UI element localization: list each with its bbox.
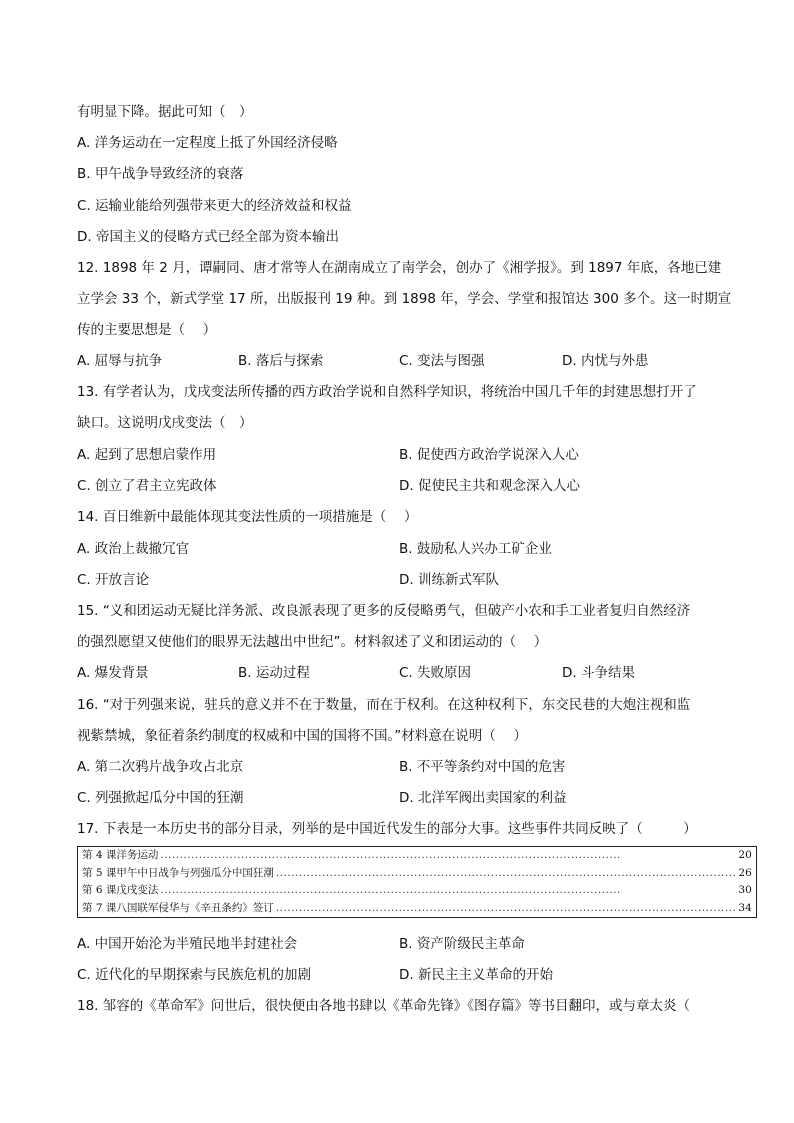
question-12-line-1: 12. 1898 年 2 月，谭嗣同、唐才常等人在湖南成立了南学会，创办了《湘学报》。到 1897 年底，各地已建 xyxy=(77,260,722,276)
q12-option-c: C. 变法与图强 xyxy=(399,353,485,369)
question-14-line-1: 14. 百日维新中最能体现其变法性质的一项措施是（ ） xyxy=(77,509,418,525)
q13-option-c: C. 创立了君主立宪政体 xyxy=(77,478,217,494)
option-b: B. 甲午战争导致经济的衰落 xyxy=(77,166,244,182)
toc-page: 34 xyxy=(738,901,752,914)
q15-option-c: C. 失败原因 xyxy=(399,665,472,681)
q13-option-d: D. 促使民主共和观念深入人心 xyxy=(399,478,580,494)
toc-page: 26 xyxy=(738,866,752,879)
toc-row xyxy=(78,900,757,918)
q12-option-b: B. 落后与探索 xyxy=(238,353,324,369)
q14-option-c: C. 开放言论 xyxy=(77,572,150,588)
q15-option-b: B. 运动过程 xyxy=(238,665,310,681)
toc-leader-dots xyxy=(160,883,736,899)
question-12-line-2: 立学会 33 个，新式学堂 17 所，出版报刊 19 种。到 1898 年，学会、学堂和报馆达 300 多个。这一时期宣 xyxy=(77,291,732,307)
q16-option-d: D. 北洋军阀出卖国家的利益 xyxy=(399,790,567,806)
q15-option-a: A. 爆发背景 xyxy=(77,665,149,681)
question-17-line-1: 17. 下表是一本历史书的部分目录，列举的是中国近代发生的部分大事。这些事件共同反映了（ ） xyxy=(77,821,697,837)
toc-leader-dots xyxy=(276,866,737,882)
toc-title: 第 5 课甲午中日战争与列强瓜分中国狂潮 xyxy=(82,866,274,879)
question-12-line-3: 传的主要思想是（ ） xyxy=(77,322,217,338)
toc-title: 第 4 课洋务运动 xyxy=(82,849,159,861)
question-16-line-1: 16. “对于列强来说，驻兵的意义并不在于数量，而在于权利。在这种权利下，东交民巷的大炮注视和监 xyxy=(77,697,691,713)
toc-row xyxy=(78,882,757,900)
question-15-line-1: 15. “义和团运动无疑比洋务派、改良派表现了更多的反侵略勇气，但破产小农和手工业者复归自然经济 xyxy=(77,603,691,619)
question-13-line-1: 13. 有学者认为，戊戌变法所传播的西方政治学说和自然科学知识，将统治中国几千年的封建思想打开了 xyxy=(77,384,697,400)
toc-row xyxy=(78,847,757,865)
question-13-line-2: 缺口。这说明戊戌变法（ ） xyxy=(77,415,253,431)
q15-option-d: D. 斗争结果 xyxy=(562,665,635,681)
q17-option-c: C. 近代化的早期探索与民族危机的加剧 xyxy=(77,967,312,983)
q17-option-d: D. 新民主主义革命的开始 xyxy=(399,967,553,983)
option-d: D. 帝国主义的侵略方式已经全部为资本输出 xyxy=(77,229,339,245)
toc-page: 30 xyxy=(738,884,752,897)
table-of-contents xyxy=(77,846,757,918)
question-text-line: 有明显下降。据此可知（ ） xyxy=(77,104,253,120)
q14-option-b: B. 鼓励私人兴办工矿企业 xyxy=(399,541,552,557)
q13-option-b: B. 促使西方政治学说深入人心 xyxy=(399,447,579,463)
question-16-line-2: 视紫禁城，象征着条约制度的权威和中国的国将不国。”材料意在说明（ ） xyxy=(77,728,528,744)
toc-title: 第 7 课八国联军侵华与《辛丑条约》签订 xyxy=(82,901,274,914)
option-a: A. 洋务运动在一定程度上抵了外国经济侵略 xyxy=(77,135,338,151)
toc-title: 第 6 课戊戌变法 xyxy=(82,884,159,897)
q16-option-b: B. 不平等条约对中国的危害 xyxy=(399,759,566,775)
q13-option-a: A. 起到了思想启蒙作用 xyxy=(77,447,217,463)
q16-option-a: A. 第二次鸦片战争攻占北京 xyxy=(77,759,244,775)
q17-option-b: B. 资产阶级民主革命 xyxy=(399,936,525,952)
q12-option-d: D. 内忧与外患 xyxy=(562,353,649,369)
q14-option-a: A. 政治上裁撤冗官 xyxy=(77,541,190,557)
toc-row xyxy=(78,865,757,883)
option-c: C. 运输业能给列强带来更大的经济效益和权益 xyxy=(77,198,352,214)
q16-option-c: C. 列强掀起瓜分中国的狂潮 xyxy=(77,790,244,806)
toc-page: 20 xyxy=(738,849,752,861)
question-15-line-2: 的强烈愿望又使他们的眼界无法越出中世纪”。材料叙述了义和团运动的（ ） xyxy=(77,634,548,650)
q12-option-a: A. 屈辱与抗争 xyxy=(77,353,163,369)
toc-leader-dots xyxy=(276,901,737,917)
q17-option-a: A. 中国开始沦为半殖民地半封建社会 xyxy=(77,936,298,952)
question-18-line-1: 18. 邹容的《革命军》问世后，很快便由各地书肆以《革命先锋》《图存篇》等书目翻印，或与章太炎（ xyxy=(77,998,691,1014)
toc-leader-dots xyxy=(160,848,736,864)
q14-option-d: D. 训练新式军队 xyxy=(399,572,499,588)
